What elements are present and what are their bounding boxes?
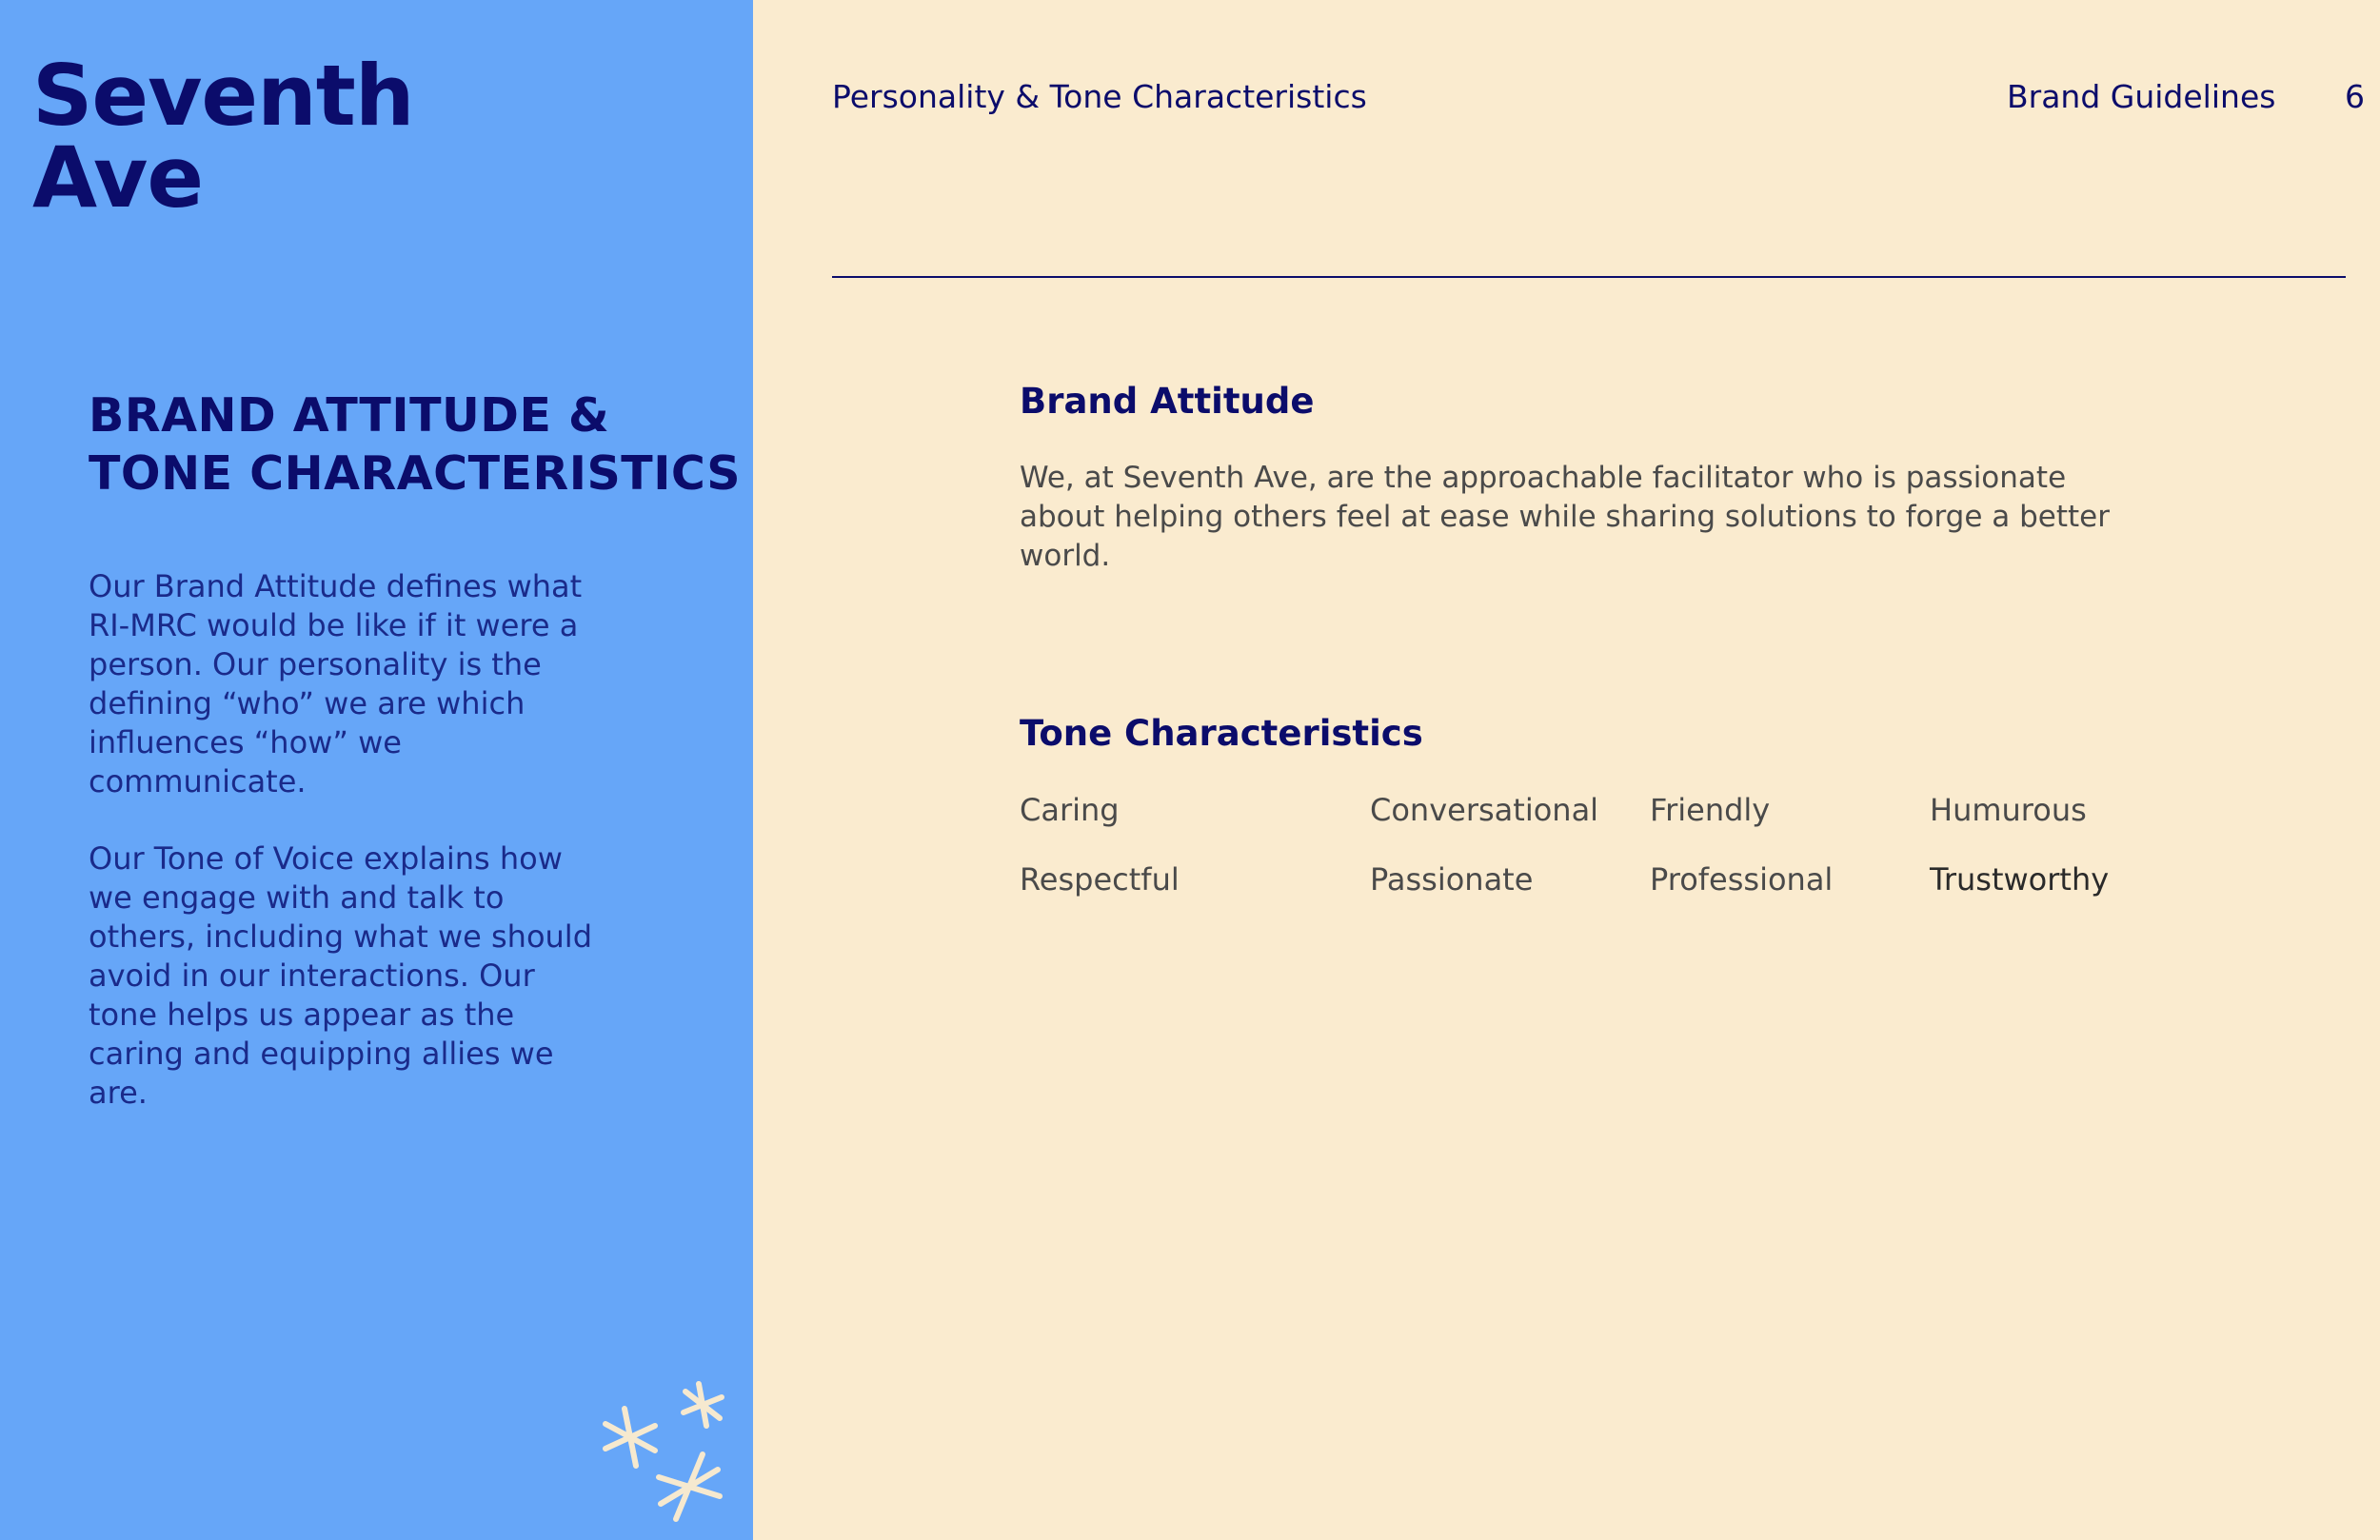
page-number: 6: [2345, 78, 2365, 115]
logo-line-2: Ave: [32, 128, 204, 227]
tone-item-caring: Caring: [1020, 792, 1120, 828]
tone-item-passionate: Passionate: [1370, 861, 1534, 898]
tone-item-humurous: Humurous: [1930, 792, 2087, 828]
tone-item-trustworthy: Trustworthy: [1930, 861, 2110, 898]
header-divider: [832, 276, 2346, 278]
logo-line-1: Seventh: [32, 47, 414, 145]
section-label: Personality & Tone Characteristics: [832, 78, 1367, 115]
brand-attitude-text: We, at Seventh Ave, are the approachable facilitator who is passionate about helping others feel at ease while sharing solutions to forge a better world.: [1020, 461, 2111, 573]
tone-item-conversational: Conversational: [1370, 792, 1599, 828]
brand-attitude-title: Brand Attitude: [1020, 381, 1315, 422]
document-title: Brand Guidelines: [2007, 78, 2276, 115]
sidebar-heading-line-2: TONE CHARACTERISTICS: [89, 446, 742, 501]
tone-item-friendly: Friendly: [1650, 792, 1771, 828]
tone-item-respectful: Respectful: [1020, 861, 1180, 898]
tone-characteristics-title: Tone Characteristics: [1020, 713, 1423, 754]
sparkles-icon: [590, 1371, 733, 1532]
brand-logo: [32, 47, 414, 227]
sidebar-paragraph-tone: Our Tone of Voice explains how we engage with and talk to others, including what we should avoid in our interactions. Our tone helps us appear as the caring and equipping allies we are.: [89, 840, 592, 1111]
sidebar-heading-line-1: BRAND ATTITUDE &: [89, 388, 610, 443]
sidebar-heading: [89, 386, 741, 503]
tone-item-professional: Professional: [1650, 861, 1834, 898]
sidebar-panel: [0, 0, 753, 1540]
sidebar-paragraph-attitude: Our Brand Attitude defines what RI-MRC would be like if it were a person. Our personality is the defining “who” we are which influences “how” we communicate.: [89, 568, 583, 800]
